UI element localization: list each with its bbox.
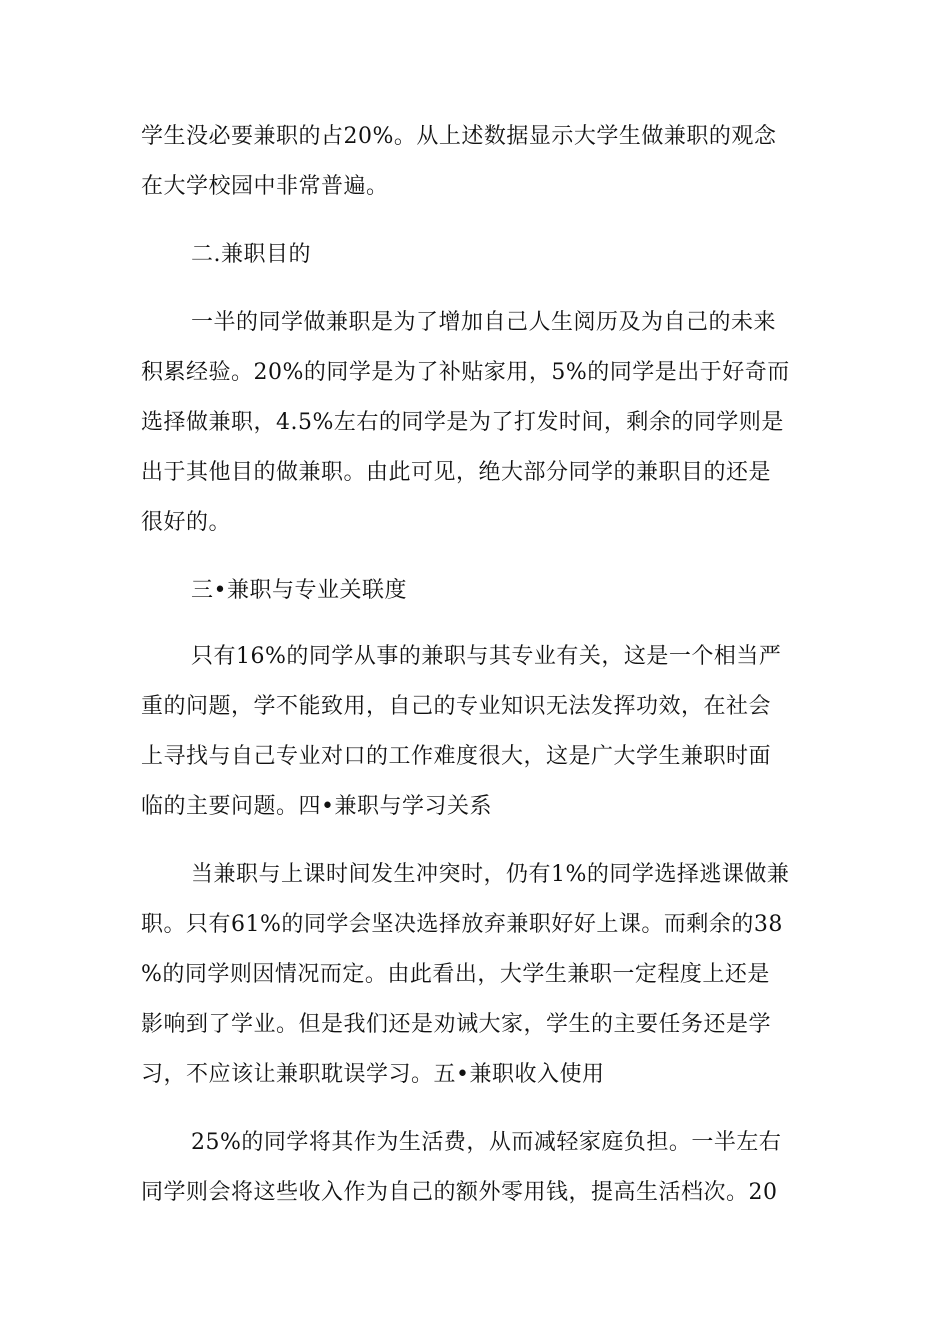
text-line: 习，不应该让兼职耽误学习。五•兼职收入使用 bbox=[141, 1062, 605, 1087]
text-line: 职。只有61%的同学会坚决选择放弃兼职好好上课。而剩余的38 bbox=[141, 912, 783, 937]
text-line: 临的主要问题。四•兼职与学习关系 bbox=[141, 794, 492, 819]
text-line: 上寻找与自己专业对口的工作难度很大，这是广大学生兼职时面 bbox=[141, 744, 772, 769]
section-heading: 二.兼职目的 bbox=[191, 242, 311, 267]
text-line: 当兼职与上课时间发生冲突时，仍有1%的同学选择逃课做兼 bbox=[191, 862, 790, 887]
text-line: 只有16%的同学从事的兼职与其专业有关，这是一个相当严 bbox=[191, 644, 782, 669]
text-line: 学生没必要兼职的占20%。从上述数据显示大学生做兼职的观念 bbox=[141, 124, 777, 149]
text-line: 同学则会将这些收入作为自己的额外零用钱，提高生活档次。20 bbox=[141, 1180, 778, 1205]
text-line: 重的问题，学不能致用，自己的专业知识无法发挥功效，在社会 bbox=[141, 694, 772, 719]
section-heading: 三•兼职与专业关联度 bbox=[191, 578, 407, 603]
text-line: 25%的同学将其作为生活费，从而减轻家庭负担。一半左右 bbox=[191, 1130, 782, 1155]
text-line: 一半的同学做兼职是为了增加自己人生阅历及为自己的未来 bbox=[191, 310, 777, 335]
text-line: 在大学校园中非常普遍。 bbox=[141, 174, 389, 199]
text-line: 积累经验。20%的同学是为了补贴家用，5%的同学是出于好奇而 bbox=[141, 360, 790, 385]
text-line: %的同学则因情况而定。由此看出，大学生兼职一定程度上还是 bbox=[141, 962, 770, 987]
text-line: 出于其他目的做兼职。由此可见，绝大部分同学的兼职目的还是 bbox=[141, 460, 772, 485]
text-line: 选择做兼职，4.5%左右的同学是为了打发时间，剩余的同学则是 bbox=[141, 410, 784, 435]
text-line: 很好的。 bbox=[141, 510, 232, 535]
text-line: 影响到了学业。但是我们还是劝诫大家，学生的主要任务还是学 bbox=[141, 1012, 772, 1037]
